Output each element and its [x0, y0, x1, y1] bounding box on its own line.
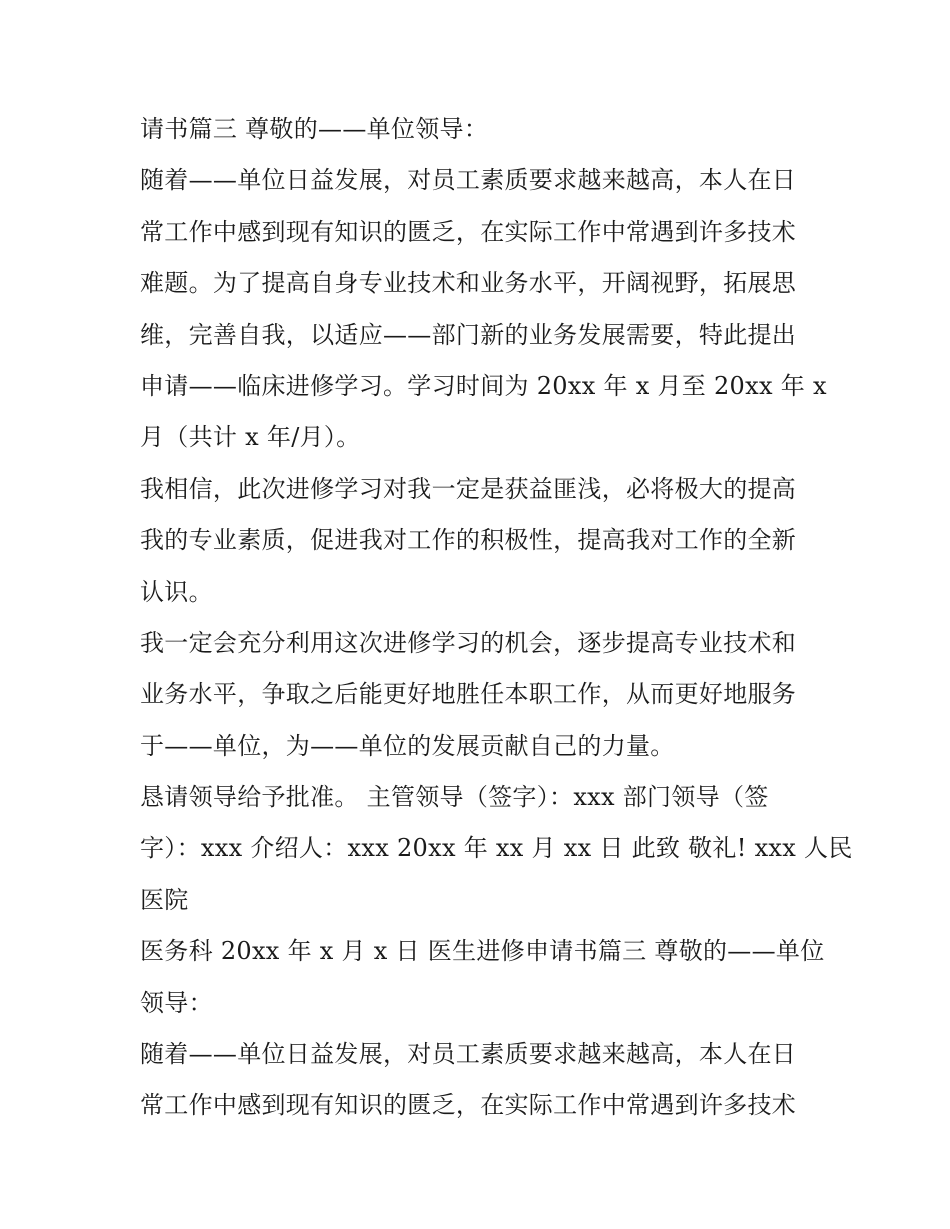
text-line: 认识。	[140, 577, 213, 606]
text-line: 我相信，此次进修学习对我一定是获益匪浅，必将极大的提高	[140, 474, 797, 503]
text-line: 随着——单位日益发展，对员工素质要求越来越高，本人在日	[140, 166, 797, 195]
text-line: 常工作中感到现有知识的匮乏，在实际工作中常遇到许多技术	[140, 217, 797, 246]
text-line: 常工作中感到现有知识的匮乏，在实际工作中常遇到许多技术	[140, 1091, 797, 1120]
text-line: 恳请领导给予批准。 主管领导（签字）：xxx 部门领导（签	[140, 783, 769, 812]
text-line: 业务水平，争取之后能更好地胜任本职工作，从而更好地服务	[140, 680, 797, 709]
document-body	[140, 104, 853, 1132]
text-line: 月（共计 x 年/月）。	[140, 423, 361, 452]
text-line: 于——单位，为——单位的发展贡献自己的力量。	[140, 731, 675, 760]
text-line: 字）：xxx 介绍人：xxx 20xx 年 xx 月 xx 日 此致 敬礼! xxx 人民	[140, 834, 853, 863]
text-line: 申请——临床进修学习。学习时间为 20xx 年 x 月至 20xx 年 x	[140, 371, 827, 400]
text-line: 医院	[140, 885, 189, 914]
text-line: 随着——单位日益发展，对员工素质要求越来越高，本人在日	[140, 1040, 797, 1069]
text-line: 领导：	[140, 988, 213, 1017]
text-line: 难题。为了提高自身专业技术和业务水平，开阔视野，拓展思	[140, 269, 797, 298]
text-line: 我的专业素质，促进我对工作的积极性，提高我对工作的全新	[140, 526, 797, 555]
text-line: 我一定会充分利用这次进修学习的机会，逐步提高专业技术和	[140, 628, 797, 657]
text-line: 请书篇三 尊敬的——单位领导：	[140, 115, 489, 143]
text-line: 医务科 20xx 年 x 月 x 日 医生进修申请书篇三 尊敬的——单位	[140, 937, 825, 966]
text-line: 维，完善自我，以适应——部门新的业务发展需要，特此提出	[140, 320, 797, 349]
